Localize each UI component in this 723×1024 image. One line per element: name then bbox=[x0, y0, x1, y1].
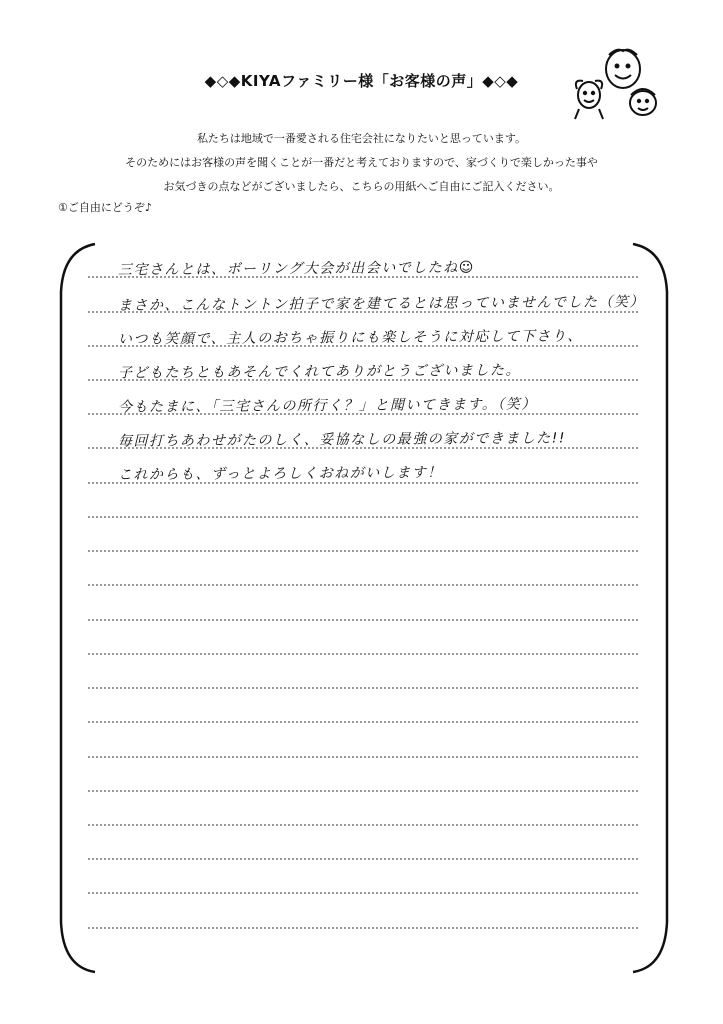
family-illustration bbox=[565, 45, 665, 125]
handwritten-line-3: いつも笑顔で、主人のおちゃ振りにも楽しそうに対応して下さり、 bbox=[117, 328, 583, 348]
intro-line-2: そのためにはお客様の声を聞くことが一番だと考えておりますので、家づくりで楽しかった事や bbox=[125, 156, 598, 169]
page-title: ◆◇◆KIYAファミリー様「お客様の声」◆◇◆ bbox=[204, 72, 519, 90]
handwritten-line-2: まさか、こんなトントン拍子で家を建てるとは思っていませんでした（笑） bbox=[117, 294, 646, 314]
comment-prompt: ①ご自由にどうぞ♪ bbox=[58, 201, 152, 214]
intro-line-3: お気づきの点などがございましたら、こちらの用紙へご自由にご記入ください。 bbox=[163, 180, 560, 193]
handwritten-line-1: 三宅さんとは、ボーリング大会が出会いでしたね☺ bbox=[117, 259, 475, 279]
intro-text bbox=[0, 127, 723, 199]
handwritten-line-5: 今もたまに、「三宅さんの所行く？」と聞いてきます。（笑） bbox=[117, 396, 537, 416]
handwritten-line-6: 毎回打ちあわせがたのしく、妥協なしの最強の家ができました!! bbox=[117, 430, 567, 450]
handwritten-line-7: これからも、ずっとよろしくおねがいします！ bbox=[117, 464, 443, 484]
handwritten-line-4: 子どもたちともあそんでくれてありがとうございました。 bbox=[117, 362, 522, 382]
intro-line-1: 私たちは地域で一番愛される住宅会社になりたいと思っています。 bbox=[196, 132, 527, 145]
